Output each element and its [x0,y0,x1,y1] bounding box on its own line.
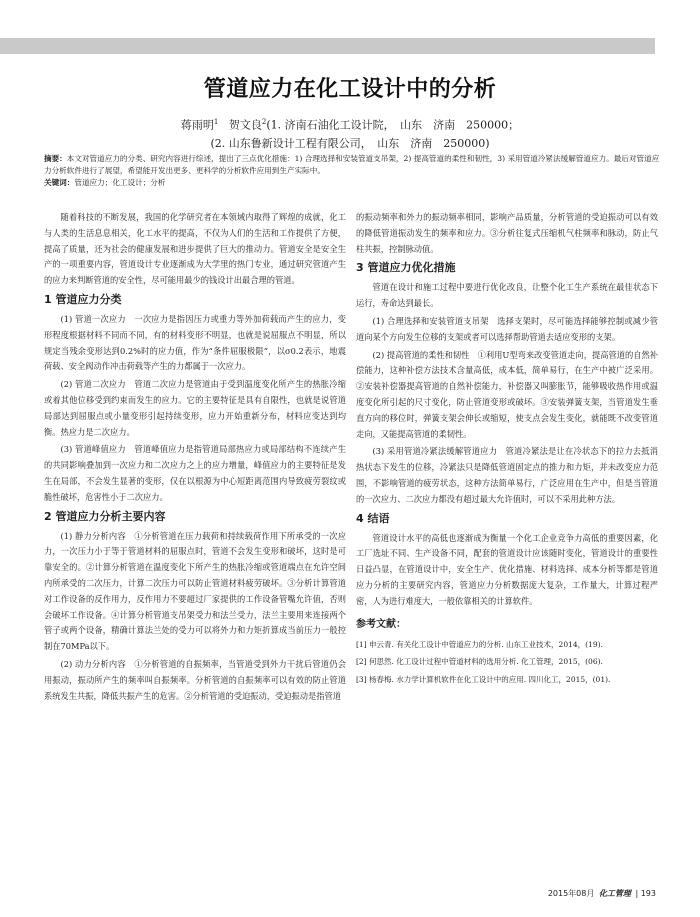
section-2-continuation: 的振动频率和外力的振动频率相同，影响产品质量，分析管道的受迫振动可以有效的降低管道振动发生的频率和应力。③分析往复式压缩机气柱频率和脉动，防止气柱共振，控制脉动值。 [356,212,658,254]
author-name-2: 贺文良 [228,118,262,132]
section-3-para-2: (2) 提高管道的柔性和韧性 ①利用U型弯来改变管道走向，提高管道的自然补偿能力，这种补偿方法技术含量高低，成本低，简单易行，在生产中被广泛采用。②安装补偿器提高管道的自然补偿能力，补偿器又叫膨胀节，能够吸收热作用或温度变化所引起的尺寸变化，防止管道变形或破坏。③安装弹簧支架，当管道发生垂直方向的移位时，弹簧支架会伸长或缩短，使支点会发生变化，就能既不改变管道走向，又能提高管道的柔韧性。 [356,349,658,439]
section-3-para-0: 管道在设计和施工过程中要进行优化改良，让整个化工生产系统在最佳状态下运行，寿命达到最长。 [356,282,658,309]
section-1-para-2: (2) 管道二次应力 管道二次应力是管道由于受到温度变化所产生的热胀冷缩或着其他位移受到约束而发生的应力。它的主要特征是具有自限性，也就是说管道局部达到屈服点或小量变形引起持续变形，应力开始重新分布，材料应变达到均衡。热应力是二次应力。 [44,379,346,437]
author-sup-1: 1 [213,118,219,126]
abstract-text: 本文对管道应力的分类、研究内容进行综述，提出了三点优化措施：1) 合理选择和安装管道支吊架，2) 提高管道的柔性和韧性，3) 采用管道冷紧法缓解管道应力。最后对管道应力分析软件进行了展望，希望能开发出更多、更科学的分析软件应用到生产实际中。 [44,154,660,176]
reference-item: [3] 杨春梅. 水力学计算机软件在化工设计中的应用. 四川化工，2015，(01). [356,674,611,684]
keywords-label: 关键词： [44,178,75,188]
author-line [0,113,700,135]
reference-item: [1] 申云青. 有关化工设计中管道应力的分析. 山东工业技术，2014，(19). [356,639,603,649]
section-3-heading: 3 管道应力优化措施 [356,261,456,275]
page-footer [548,888,656,899]
author-name-1: 蒋雨明 [180,118,214,132]
section-4-para-1: 管道设计水平的高低也逐渐成为衡量一个化工企业竞争力高低的重要因素，化工厂选址不同、生产设备不同，配套的管道设计应该随时变化，管道设计的重要性日益凸显，在管道设计中，安全生产、优化措施、材料选择、成本分析等都是管道应力分析的主要研究内容，管道应力分析数据庞大复杂，工作量大，计算过程严密，人为进行难度大，一般依靠相关的计算软件。 [356,532,658,606]
left-column [44,210,346,706]
author-sup-2: 2 [261,118,267,126]
section-2-heading: 2 管道应力分析主要内容 [44,509,166,523]
intro-paragraph: 随着科技的不断发展，我国的化学研究者在本领域内取得了辉煌的成就，化工与人类的生活息息相关，化工水平的提高，不仅为人们的生活和工作提供了方便，提高了质量，还为社会的健康发展和进步提供了巨大的推动力。管道安全是安全生产的一项重要内容，管道设计专业逐渐成为大学里的热门专业，通过研究管道产生的应力来判断管道的安全性，尽可能用最少的钱设计出最合理的管道。 [44,212,346,286]
references-heading: 参考文献： [356,618,406,630]
affiliation-2: (2. 山东鲁新设计工程有限公司， 山东 济南 250000) [210,136,490,150]
footer-date: 2015年08月 [547,889,595,898]
page-number: 193 [640,889,656,898]
section-4-heading: 4 结语 [356,511,390,525]
footer-journal: 化工管理 [598,889,631,898]
section-3-para-3: (3) 采用管道冷紧法缓解管道应力 管道冷紧法是让在冷状态下的拉力去抵消热状态下发生的位移，冷紧法只是降低管道固定点的推力和力矩，并未改变应力范围，不影响管道的疲劳状态，这种方法简单易行，广泛应用在生产中，但是当管道的一次应力、二次应力都没有超过最大允许值时，可以不采用此种方法。 [356,446,658,504]
reference-item: [2] 何思然. 化工设计过程中管道材料的选用分析. 化工管理，2015，(06). [356,657,603,667]
abstract-label: 摘要： [44,154,67,163]
affiliation-1: (1. 济南石油化工设计院， 山东 济南 250000； [266,118,520,132]
section-1-para-1: (1) 管道一次应力 一次应力是指因压力或重力等外加荷载而产生的应力，变形程度根据材料不同而不同，有的材料变形不明显，也就是说屈服点不明显，所以规定当残余变形达到0.2%时的应力值，作为“条件屈服极限”，以σ0.2表示，地震荷载、安全阀动作冲击荷载等产生的力都属于一次应力。 [44,313,346,372]
footer-separator: | [635,889,639,898]
header-bar [0,38,655,54]
author-block [0,113,700,153]
right-column [356,210,658,690]
section-2-para-1: (1) 静力分析内容 ①分析管道在压力载荷和持续载荷作用下所承受的一次应力，一次压力小于等于管道材料的屈服点时，管道不会发生变形和破坏，这时是可靠安全的。②计算分析管道在温度变化下所产生的热胀冷缩或管道端点在允许空间内所承受的二次压力，计算二次压力可以防止管道材料疲劳破坏。③分析计算管道对工作设备的反作用力，反作用力不要超过厂家提供的工作设备管嘴允许值，否则会破坏工作设备。④计算分析管道支吊架受力和法兰受力，法兰主要用来连接两个管子或两个设备，精确计算法兰处的受力可以将外力和力矩折算成当前压力一般控制在70MPa以下。 [44,530,346,652]
section-2-para-2: (2) 动力分析内容 ①分析管道的自振频率，当管道受到外力干扰后管道仍会用振动，振动所产生的频率叫自振频率。分析管道的自振频率可以有效的防止管道系统发生共振，降低共振产生的危害。②分析管道的受迫振动，受迫振动是指管道 [44,658,346,701]
section-1-heading: 1 管道应力分类 [44,292,122,306]
keywords-text: 管道应力；化工设计；分析 [74,178,166,188]
abstract [44,153,660,190]
page-title: 管道应力在化工设计中的分析 [203,77,497,102]
section-3-para-1: (1) 合理选择和安装管道支吊架 选择支架时，尽可能选择能够控制或减少管道向某个方向发生位移的支架或者可以选择帮助管道去适应变形的支架。 [356,315,658,342]
section-1-para-3: (3) 管道峰值应力 管道峰值应力是指管道局部热应力或局部结构不连续产生的共同影响叠加到一次应力和二次应力之上的应力增量，峰值应力的主要特征是发生在局部，不会发生显著的变形，仅在以根源为中心短距离范围内导致疲劳裂纹或脆性破坏，危害性小于二次应力。 [44,444,346,502]
